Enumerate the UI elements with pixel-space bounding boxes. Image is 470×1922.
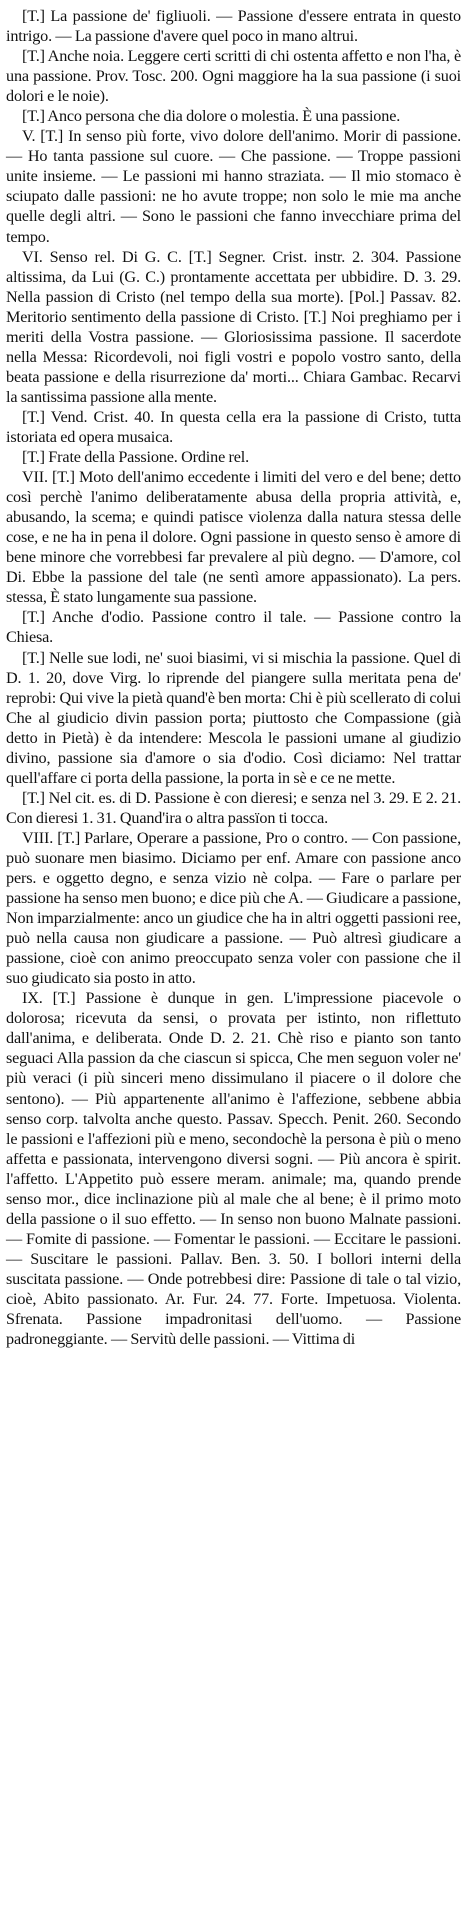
paragraph-11-text: [T.] Nel cit. es. di D. Passione è con dieresi; e senza nel 3. 29. E 2. 21. Con dieresi 1. 31. Quand'ira o altra passïon ti tocca. [6, 788, 461, 827]
paragraph-3 [6, 106, 461, 126]
paragraph-10 [6, 648, 461, 788]
paragraph-1 [6, 6, 461, 46]
paragraph-4-text: V. [T.] In senso più forte, vivo dolore dell'animo. Morir di passione. — Ho tanta passione sul cuore. — Che passione. — Troppe passioni unite insieme. — Le passioni mi hanno straziata. — Il mio stomaco è sciupato dalle passioni: ne ho avute troppe; non solo le mie ma anche quelle degli altri. — Sono le passioni che fanno invecchiare prima del tempo. [6, 127, 461, 246]
paragraph-9 [6, 607, 461, 647]
paragraph-8-text: VII. [T.] Moto dell'animo eccedente i limiti del vero e del bene; detto così perchè l'animo deliberatamente abusa della propria attività, e, abusando, la scema; e quindi patisce violenza dalla natura stessa delle cose, e ne ha in pena il dolore. Ogni passione in questo senso è amore di bene minore che vorrebbesi far prevalere al più degno. — D'amore, col Di. Ebbe la passione del tale (ne sentì amore appassionato). La pers. stessa, È stato lungamente sua passione. [6, 468, 461, 607]
paragraph-6 [6, 407, 461, 447]
paragraph-6-text: [T.] Vend. Crist. 40. In questa cella era la passione di Cristo, tutta istoriata ed opera musaica. [6, 407, 461, 446]
paragraph-7 [6, 447, 461, 467]
paragraph-5-text: VI. Senso rel. Di G. C. [T.] Segner. Crist. instr. 2. 304. Passione altissima, da Lui (G. C.) prontamente accettata per ubbidire. D. 3. 29. Nella passion di Cristo (nel tempo della sua morte). [Pol.] Passav. 82. Meritorio sentimento della passione di Cristo. [T.] Noi preghiamo per i meriti della Vostra passione. — Gloriosissima passione. Il sacerdote nella Messa: Ricordevoli, noi figli vostri e popolo vostro santo, della beata passione e della risurrezione da' morti... Chiara Gambac. Recarvi la santissima passione alla mente. [6, 247, 461, 406]
paragraph-2 [6, 46, 461, 106]
paragraph-12 [6, 828, 461, 988]
paragraph-7-text: [T.] Frate della Passione. Ordine rel. [22, 448, 250, 467]
paragraph-2-text: [T.] Anche noia. Leggere certi scritti di chi ostenta affetto e non l'ha, è una passione. Prov. Tosc. 200. Ogni maggiore ha la sua passione (i suoi dolori e le noie). [6, 47, 461, 106]
paragraph-3-text: [T.] Anco persona che dia dolore o molestia. È una passione. [22, 107, 401, 126]
paragraph-9-text: [T.] Anche d'odio. Passione contro il tale. — Passione contro la Chiesa. [6, 608, 461, 647]
paragraph-8 [6, 467, 461, 607]
paragraph-13 [6, 988, 461, 1349]
paragraph-10-text: [T.] Nelle sue lodi, ne' suoi biasimi, vi si mischia la passione. Quel di D. 1. 20, dove Virg. lo riprende del piangere sulla meritata pena de' reprobi: Qui vive la pietà quand'è ben morta: Chi è più scellerato di colui Che al giudicio divin passion porta; piuttosto che Compassione (già detto in Pietà) è da intendere: Mescola le passioni umane al giudizio divino, passione sia d'amore o sia d'odio. Così diciamo: Nel trattar quell'affare ci porta della passione, la porta in sè e ce ne mette. [6, 648, 461, 787]
paragraph-1-text: [T.] La passione de' figliuoli. — Passione d'essere entrata in questo intrigo. — La passione d'avere quel poco in mano altrui. [6, 7, 461, 46]
paragraph-13-text: IX. [T.] Passione è dunque in gen. L'impressione piacevole o dolorosa; ricevuta da sensi, o provata per istinto, non riflettuto dall'anima, e deliberata. Onde D. 2. 21. Chè riso e pianto son tanto seguaci Alla passion da che ciascun si spicca, Che men seguon voler ne' più veraci (i più sinceri meno dissimulano il piacere o il dolore che sentono). — Più appartenente all'animo è l'affezione, sebbene abbia senso corp. talvolta anche questo. Passav. Specch. Penit. 260. Secondo le passioni e l'affezioni più e meno, secondochè la persona è più o meno affetta e passionata, intervengono diversi sogni. — Più ancora è spirit. l'affetto. L'Appetito può essere meram. animale; ma, quando prende senso mor., dice inclinazione più al male che al bene; è il primo moto della passione o il suo effetto. — In senso non buono Malnate passioni. — Fomite di passione. — Fomentar le passioni. — Eccitare le passioni. — Suscitare le passioni. Pallav. Ben. 3. 50. I bollori interni della suscitata passione. — Onde potrebbesi dire: Passione di tale o tal vizio, cioè, Abito passionato. Ar. Fur. 24. 77. Forte. Impetuosa. Violenta. Sfrenata. Passione impadronitasi dell'uomo. — Passione padroneggiante. — Servitù delle passioni. — Vittima di [6, 989, 461, 1349]
paragraph-4 [6, 126, 461, 246]
paragraph-12-text: VIII. [T.] Parlare, Operare a passione, Pro o contro. — Con passione, può suonare men biasimo. Diciamo per enf. Amare con passione anco pers. e oggetto degno, e senza vizio nè colpa. — Fare o parlare per passione ha senso men buono; e dice più che A. — Giudicare a passione, Non imparzialmente: anco un giudice che ha in altri oggetti passioni ree, può nella causa non giudicare a passione. — Può altresì giudicare a passione, cioè con animo preoccupato senza voler con passione che il suo giudicato sia posto in atto. [6, 828, 461, 988]
paragraph-11 [6, 788, 461, 828]
paragraph-5 [6, 247, 461, 407]
